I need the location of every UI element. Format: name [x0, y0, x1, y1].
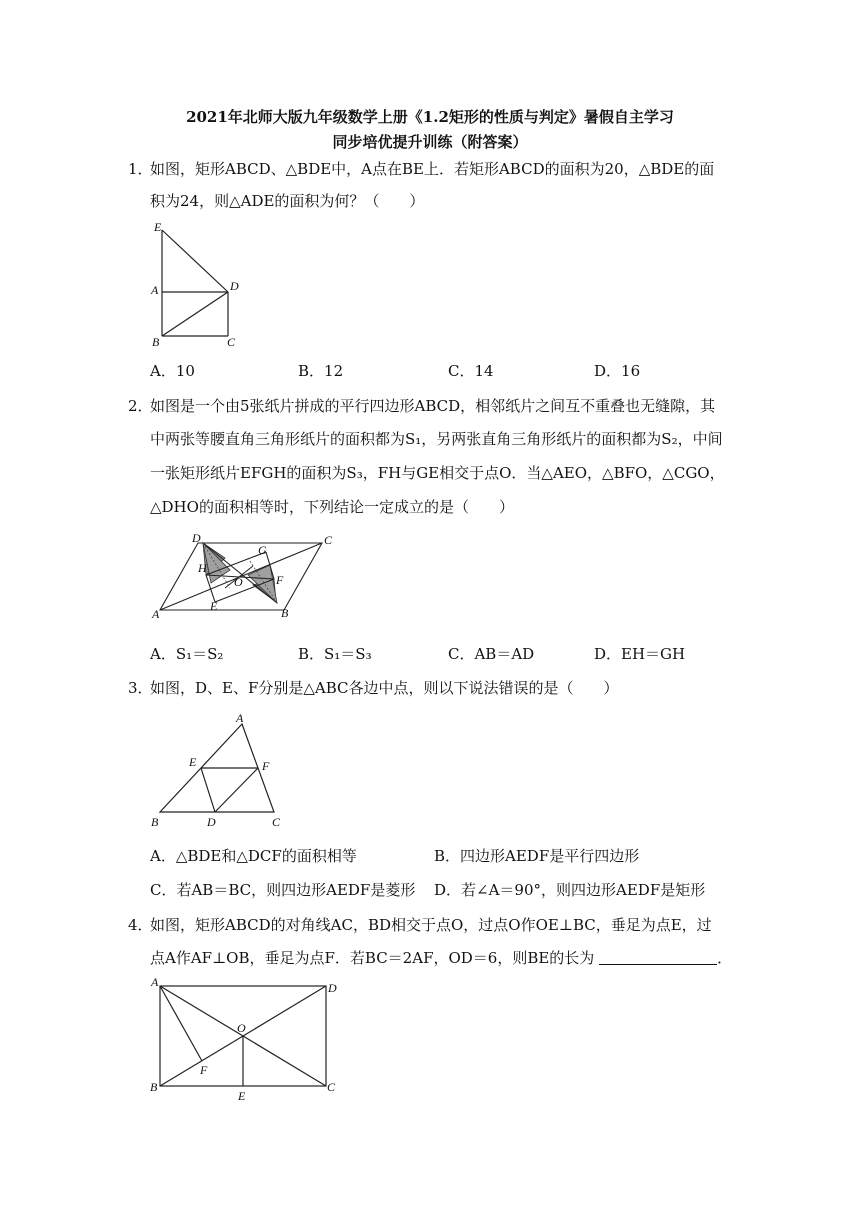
document-title-line1: 2021年北师大版九年级数学上册《1.2矩形的性质与判定》暑假自主学习: [186, 108, 674, 126]
q1-option-a[interactable]: A．10: [150, 362, 195, 380]
document-title-line2: 同步培优提升训练（附答案）: [332, 133, 528, 151]
question-2-figure: [148, 530, 338, 620]
q1-option-c[interactable]: C．14: [448, 362, 494, 380]
question-4-number: 4．: [128, 916, 153, 934]
q3-label-e: E: [189, 755, 197, 769]
q2-label-c: C: [324, 533, 333, 547]
question-2-text-line2: 中两张等腰直角三角形纸片的面积都为S₁，另两张直角三角形纸片的面积都为S₂，中间: [150, 430, 723, 448]
question-2-text-line3: 一张矩形纸片EFGH的面积为S₃，FH与GE相交于点O．当△AEO，△BFO，△CGO，: [150, 464, 725, 482]
q2-option-c[interactable]: C．AB＝AD: [448, 645, 535, 663]
question-1-number: 1．: [128, 160, 153, 178]
q1-label-b: B: [152, 335, 160, 349]
q3-label-d: D: [207, 815, 216, 829]
q3-label-f: F: [262, 759, 270, 773]
q1-option-b[interactable]: B．12: [298, 362, 344, 380]
q1-option-d[interactable]: D．16: [594, 362, 641, 380]
q4-label-b: B: [150, 1080, 158, 1094]
q3-option-c[interactable]: C．若AB＝BC，则四边形AEDF是菱形: [150, 881, 416, 899]
question-3-number: 3．: [128, 679, 153, 697]
q2-label-a: A: [152, 607, 160, 620]
question-1-text-line1: 如图，矩形ABCD、△BDE中，A点在BE上．若矩形ABCD的面积为20，△BDE的面: [150, 160, 715, 178]
q2-option-a[interactable]: A．S₁＝S₂: [150, 645, 224, 663]
q2-label-e: E: [210, 599, 218, 613]
q1-label-d: D: [230, 279, 239, 293]
q4-label-c: C: [327, 1080, 336, 1094]
q4-label-o: O: [237, 1021, 246, 1035]
q3-label-b: B: [151, 815, 159, 829]
q3-option-b[interactable]: B．四边形AEDF是平行四边形: [434, 847, 640, 865]
q2-label-o: O: [234, 575, 243, 589]
question-2-text-line4: △DHO的面积相等时，下列结论一定成立的是（ ）: [150, 498, 514, 516]
question-3-text-line1: 如图，D、E、F分别是△ABC各边中点，则以下说法错误的是（ ）: [150, 679, 619, 697]
q4-label-d: D: [328, 981, 337, 995]
question-4-text-line2-body: 点A作AF⊥OB，垂足为点F．若BC＝2AF，OD＝6，则BE的长为: [150, 949, 595, 967]
q2-label-d: D: [192, 531, 201, 545]
q2-option-d[interactable]: D．EH＝GH: [594, 645, 686, 663]
q3-option-a[interactable]: A．△BDE和△DCF的面积相等: [150, 847, 357, 865]
q2-label-f: F: [276, 573, 284, 587]
question-2-number: 2．: [128, 397, 153, 415]
q3-label-a: A: [236, 711, 244, 725]
q3-label-c: C: [272, 815, 281, 829]
question-4-text-end: ．: [717, 949, 733, 967]
q2-label-b: B: [281, 606, 289, 620]
q4-label-e: E: [238, 1089, 246, 1103]
question-2-text-line1: 如图是一个由5张纸片拼成的平行四边形ABCD，相邻纸片之间互不重叠也无缝隙，其: [150, 397, 716, 415]
q1-label-a: A: [151, 283, 159, 297]
question-4-figure: [148, 976, 348, 1106]
question-3-figure: [148, 708, 298, 834]
q2-option-b[interactable]: B．S₁＝S₃: [298, 645, 372, 663]
question-1-figure: [148, 218, 248, 350]
answer-blank[interactable]: [599, 950, 717, 965]
q2-label-h: H: [198, 561, 207, 575]
q4-label-f: F: [200, 1063, 208, 1077]
q1-label-c: C: [227, 335, 236, 349]
q3-option-d[interactable]: D．若∠A＝90°，则四边形AEDF是矩形: [434, 881, 706, 899]
question-4-text-line2: [150, 947, 732, 968]
q4-label-a: A: [151, 976, 159, 989]
question-1-text-line2: 积为24，则△ADE的面积为何？（ ）: [150, 192, 425, 210]
q1-label-e: E: [154, 220, 162, 234]
q2-label-g: G: [258, 543, 267, 557]
question-4-text-line1: 如图，矩形ABCD的对角线AC，BD相交于点O，过点O作OE⊥BC，垂足为点E，过: [150, 916, 712, 934]
